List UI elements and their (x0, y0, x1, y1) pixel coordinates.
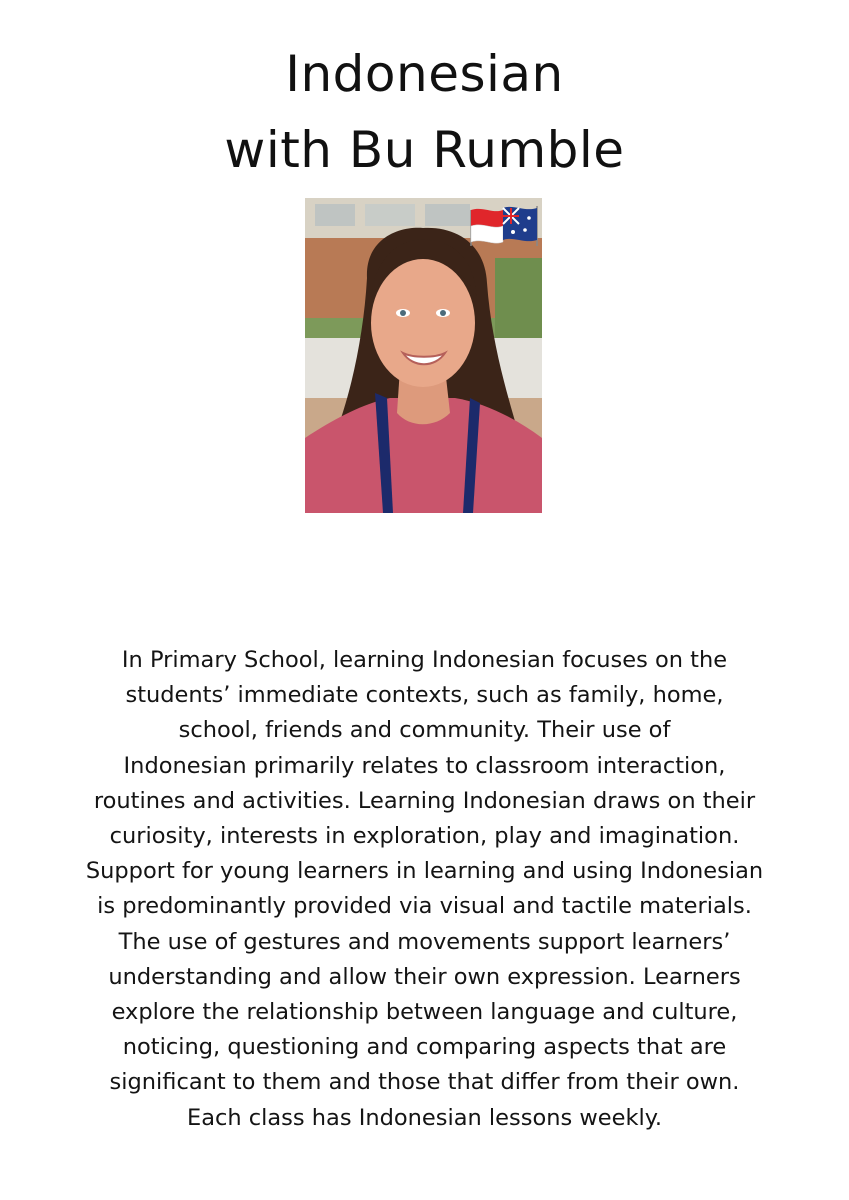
description-paragraph (20, 643, 829, 1136)
body-line: students’ immediate contexts, such as family, home, (125, 682, 724, 709)
body-line: significant to them and those that differ from their own. (109, 1069, 740, 1096)
body-line: explore the relationship between language and culture, (111, 999, 738, 1026)
indonesia-flag-icon (471, 209, 503, 246)
body-line: In Primary School, learning Indonesian focuses on the (121, 647, 728, 673)
body-line: understanding and allow their own expression. Learners (108, 963, 741, 990)
body-line: Support for young learners in learning and using Indonesian (85, 858, 764, 885)
body-line: is predominantly provided via visual and tactile materials. (97, 893, 752, 920)
body-line: Each class has Indonesian lessons weekly. (186, 1104, 662, 1131)
body-line: curiosity, interests in exploration, play and imagination. (109, 823, 740, 850)
title-line-2: with Bu Rumble (224, 121, 625, 179)
body-line: noticing, questioning and comparing aspects that are (122, 1034, 727, 1061)
body-line: school, friends and community. Their use of (178, 717, 671, 744)
title-line-1: Indonesian (285, 45, 564, 103)
body-line: The use of gestures and movements support learners’ (118, 928, 731, 955)
body-line: routines and activities. Learning Indonesian draws on their (93, 787, 756, 814)
teacher-portrait-photo (305, 198, 542, 513)
body-line: Indonesian primarily relates to classroom interaction, (123, 752, 726, 779)
page-title (0, 36, 849, 188)
